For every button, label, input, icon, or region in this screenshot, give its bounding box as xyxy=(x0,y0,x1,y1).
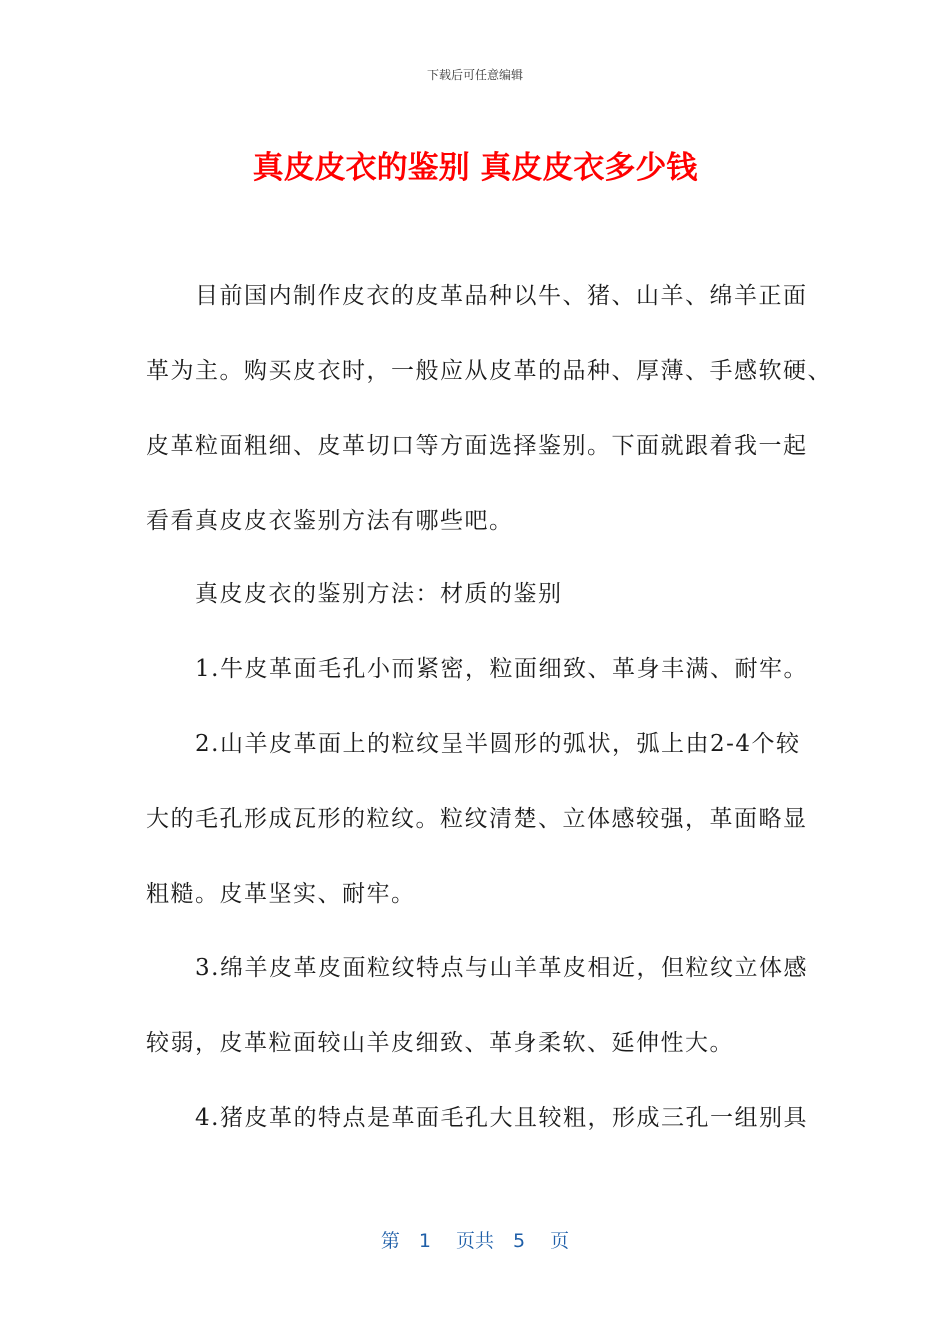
page-number-footer: 第 1 页共 5 页 xyxy=(380,1230,570,1252)
body-line-1: 目前国内制作皮衣的皮革品种以牛、猪、山羊、绵羊正面 xyxy=(146,283,808,309)
body-line-8: 大的毛孔形成瓦形的粒纹。粒纹清楚、立体感较强，革面略显 xyxy=(146,806,808,832)
body-line-4: 看看真皮皮衣鉴别方法有哪些吧。 xyxy=(146,508,514,534)
body-line-9: 粗糙。皮革坚实、耐牢。 xyxy=(146,881,416,907)
document-title: 真皮皮衣的鉴别 真皮皮衣多少钱 xyxy=(252,150,698,186)
body-line-2: 革为主。购买皮衣时，一般应从皮革的品种、厚薄、手感软硬、 xyxy=(146,358,832,384)
body-line-11: 较弱，皮革粒面较山羊皮细致、革身柔软、延伸性大。 xyxy=(146,1030,734,1056)
body-line-10: 3.绵羊皮革皮面粒纹特点与山羊革皮相近，但粒纹立体感 xyxy=(146,955,808,981)
body-line-7: 2.山羊皮革面上的粒纹呈半圆形的弧状，弧上由2-4个较 xyxy=(146,731,801,757)
body-line-6: 1.牛皮革面毛孔小而紧密，粒面细致、革身丰满、耐牢。 xyxy=(146,656,808,682)
body-line-5: 真皮皮衣的鉴别方法：材质的鉴别 xyxy=(146,581,563,607)
body-line-3: 皮革粒面粗细、皮革切口等方面选择鉴别。下面就跟着我一起 xyxy=(146,433,808,459)
body-line-12: 4.猪皮革的特点是革面毛孔大且较粗，形成三孔一组别具 xyxy=(146,1105,808,1131)
header-note: 下载后可任意编辑 xyxy=(426,68,523,82)
